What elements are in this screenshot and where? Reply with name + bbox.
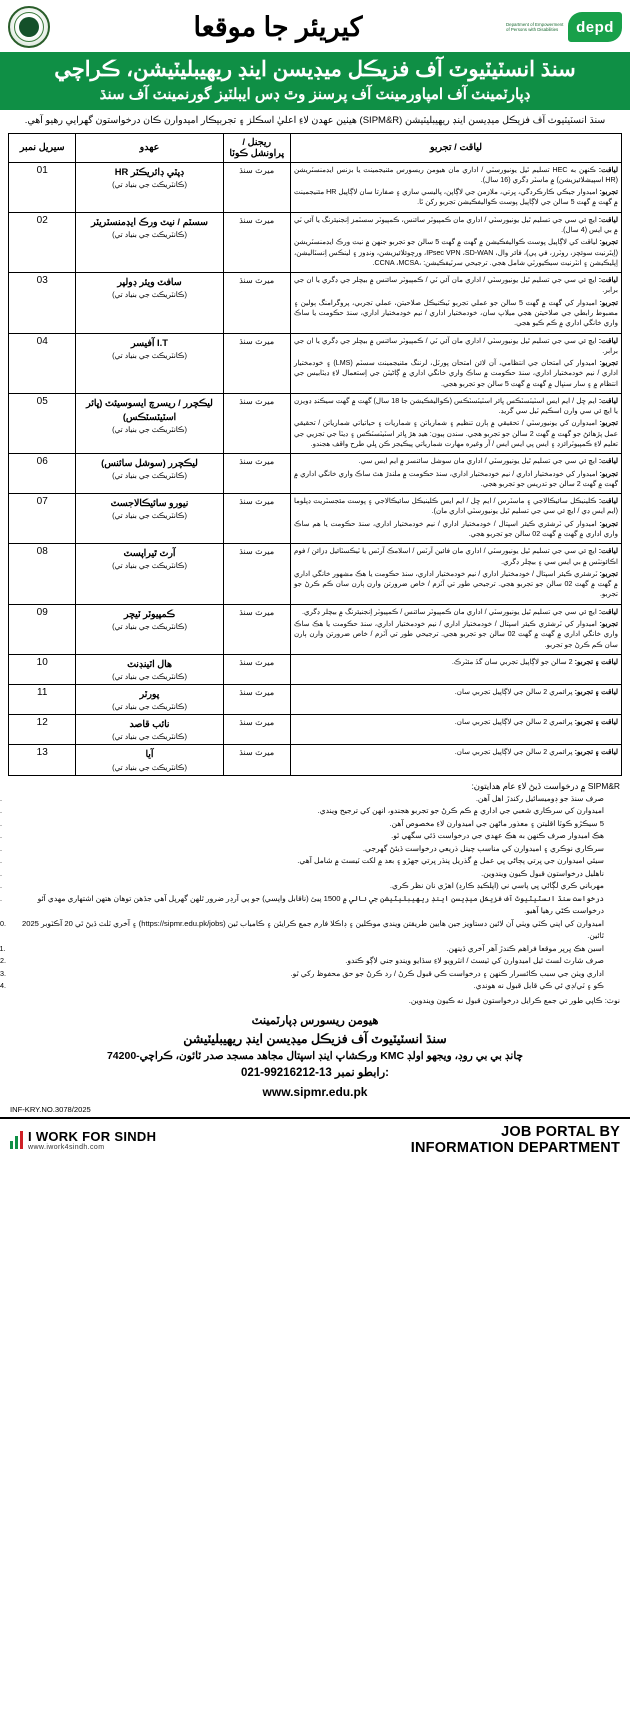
table-row xyxy=(9,494,622,544)
post-title: ڊپٽي ڊائريڪٽر HR xyxy=(114,165,185,177)
qualification-text: 2 سالن جو لاڳاپيل تجربي سان گڏ مئٽرڪ. xyxy=(451,657,573,666)
post-title: سسٽم / نيٽ ورڪ ايڊمنسٽريٽر xyxy=(91,215,208,227)
hr-department-label: هيومن ريسورس ڊپارٽمينٽ xyxy=(251,1014,379,1027)
experience-label: تجربو: xyxy=(599,188,618,197)
post-basis: (ڪانٽريڪٽ جي بنياد تي) xyxy=(112,671,187,681)
condition-item: اميدوارن کي سرڪاري شعبي جي اداري ۾ ڪم ڪرڻ جو تجربو هجندو، انهن کي ترجيح ويندي. xyxy=(317,806,604,816)
cell-post xyxy=(76,715,223,745)
cell-serial: 01 xyxy=(9,162,76,212)
experience-label: تجربو: xyxy=(599,569,618,578)
cell-serial: 06 xyxy=(9,454,76,494)
job-portal-line2: INFORMATION DEPARTMENT xyxy=(410,1139,620,1156)
cell-qualification xyxy=(290,333,621,393)
cell-serial: 04 xyxy=(9,333,76,393)
institute-name: سنڌ انسٽيٽيوٽ آف فزيڪل ميڊيسن اينڊ ريهيبليٽيشن، ڪراچي xyxy=(54,58,576,81)
cell-serial: 08 xyxy=(9,544,76,604)
cell-quota: ميرٽ سنڌ xyxy=(223,604,290,654)
reference-number: INF-KRY.NO.3078/2025 xyxy=(10,1104,91,1114)
qualification-text: ڪنهن به HEC تسليم ٿيل يونيورسٽي / اداري مان هيومن ريسورس مئنيجمينٽ يا بزنس ايڊمنسٽريشن (HR اسپيشلائيزيشن) ۾ ماسٽر ڊگري (16 سال). xyxy=(293,165,618,184)
cell-serial: 12 xyxy=(9,715,76,745)
qualification-text: پرائمري 2 سالن جي لاڳاپيل تجربي سان. xyxy=(454,718,573,727)
cell-qualification xyxy=(290,685,621,715)
cell-quota: ميرٽ سنڌ xyxy=(223,454,290,494)
experience-text: اميدوار کي امتحان جي انتظامي، آن لائن امتحان پورٽل، لرننگ مئنيجمينٽ سسٽم (LMS) ۽ خودمختيار اداري / نيم خودمختيار اداري، سنڌ حڪومت ۾ ساڪ واري خانگي اداري ۾ ڳاڻيٽن جي اِستعمال لاءِ ڊيٽابيس جي انتظام ۾ ۽ سار سنڀال ۾ گهٽ ۾ گهٽ 5 سالن جو تجربو هجي. xyxy=(293,359,618,388)
post-basis: (ڪانٽريڪٽ جي بنياد تي) xyxy=(112,762,187,772)
cell-serial: 02 xyxy=(9,212,76,272)
table-row xyxy=(9,333,622,393)
conditions-note: نوٽ: ڪاپي طور تي جمع ڪرايل درخواستون قبول نه ڪيون ويندوين. xyxy=(408,995,620,1005)
cell-quota: ميرٽ سنڌ xyxy=(223,685,290,715)
table-row xyxy=(9,685,622,715)
experience-text: اميدوارن کي يونيورسٽي / تحقيقي ۾ ٻارن تنظيم ۽ شمارياتن ۽ شماريات ۽ حياتياتي شمارياتن / تحقيقي عمل پڙهائڻ جو گهٽ ۾ گهٽ 2 سالن جو تجربو هجي. سندن ٻيون: هيڊ هڙ ڀائر اسٽيٽسٽڪس ۽ ڊيٽا جي تجزيي جي تعليم لاءِ ڪمپيوٽرائزڊ ۽ ايس پي ايس ايس / آر وغيره مهارت شمارياتي پيڪيجز ڪن ڀلي طرح واقف هجندو. xyxy=(293,419,618,449)
institute-footer-name: سنڌ انسٽيٽيوٽ آف فزيڪل ميڊيسن اينڊ ريهيبليٽيشن xyxy=(183,1032,447,1047)
cell-serial: 11 xyxy=(9,685,76,715)
cell-post xyxy=(76,454,223,494)
post-title: آيا xyxy=(145,748,154,760)
table-row xyxy=(9,212,622,272)
experience-label: تجربو: xyxy=(599,519,618,528)
government-seal-icon xyxy=(8,6,50,48)
bars-icon xyxy=(10,1131,23,1149)
column-header-qualification: لياقت / تجربو xyxy=(290,133,621,162)
cell-quota: ميرٽ سنڌ xyxy=(223,654,290,684)
cell-qualification xyxy=(290,212,621,272)
condition-item: درخواست سنڌ انسٽيٽيوٽ آف فزيڪل ميڊيسن اينڊ ريهيبليٽيشن جي نالي ۾ 1500 پيئ (ناقابل واپسي) جو پي آرڊر ضرور ٿلهن گهرپل آهي جڏهن توهان هتهن اشتهاري مهدي آئو درخواست ڪڻي رهيا آهيو. xyxy=(37,893,604,916)
cell-qualification xyxy=(290,162,621,212)
qualification-text: پرائمري 2 سالن جي لاڳاپيل تجربي سان. xyxy=(454,748,573,757)
cell-qualification xyxy=(290,745,621,775)
cell-post xyxy=(76,162,223,212)
experience-text: اميدوار کي ٽرشئري ڪيئر اسپتال / خودمختيار اداري / نيم خودمختيار اداري، سنڌ حڪومت يا هم ساڪ واري اداري ۾ گهٽ ۾ گهٽ 02 سالن جو تجربو هجي. xyxy=(293,519,618,538)
qualification-label: لياقت: xyxy=(598,547,618,556)
cell-quota: ميرٽ سنڌ xyxy=(223,162,290,212)
qualification-label: لياقت: xyxy=(598,215,618,224)
condition-item: ناھليل درخواستون قبول ڪيون ويندوين. xyxy=(481,868,604,878)
column-header-post: عهدو xyxy=(76,133,223,162)
table-row xyxy=(9,393,622,453)
post-title: آرٽ ٿيراپسٽ xyxy=(123,547,176,559)
header-bar xyxy=(0,0,630,50)
cell-quota: ميرٽ سنڌ xyxy=(223,715,290,745)
depd-logo-mark: depd xyxy=(568,12,622,42)
experience-text: ٽرشئري ڪيئر اسپتال / خودمختيار اداري / نيم خودمختيار اداري، سنڌ حڪومت يا هڪ مشهور خانگي اداري ۾ گهٽ ۾ گهٽ 02 سالن جو تجربو هجي. ترجيحي طور تي آٽزم / خاص ضرورتن وارن ٻارن سان ڪم ڪرڻ جو تجربو. xyxy=(293,569,618,599)
conditions-section xyxy=(0,776,630,1007)
qualification-text: ايڇ ئي سي جي تسليم ٿيل يونيورسٽي / اداري مان سوشل سائنسز ۾ ايم ايس سي. xyxy=(358,457,597,466)
post-title: پورٽر xyxy=(139,688,160,700)
conditions-list xyxy=(10,793,620,993)
qualification-text: ايڇ ئي سي جي تسليم ٿيل يونيورسٽي / اداري مان فائين آرٽس / اسلامڪ آرٽس يا ٽيڪسٽائيل ڊزائن / فوم اڪائونٽس ۾ بي ايس سي ۽ بيچلر ڊگري. xyxy=(293,547,618,566)
footer-address xyxy=(0,1007,630,1103)
page-title: کيريئر جا موقعا xyxy=(193,11,363,42)
depd-logo-text: Department of Empowerment of Persons with Disabilities xyxy=(506,21,564,32)
post-title: نيورو سائيڪالاجسٽ xyxy=(110,497,189,509)
cell-quota: ميرٽ سنڌ xyxy=(223,494,290,544)
table-row xyxy=(9,273,622,333)
experience-text: اميدوار کي ٽرشئري ڪيئر اسپتال / خودمختيار اداري / نيم خودمختيار اداري، سنڌ حڪومت يا هڪ ساڪ واري خانگي اداري ۾ گهٽ ۾ گهٽ 02 سالن جو تجربو هجي. ترجيحي طور تي آٽزم / خاص ضرورتن وارن ٻارن سان ڪم ڪرڻ جو تجربو. xyxy=(293,619,618,649)
post-basis: (ڪانٽريڪٽ جي بنياد تي) xyxy=(112,471,187,481)
contact-number xyxy=(10,1065,620,1082)
cell-quota: ميرٽ سنڌ xyxy=(223,544,290,604)
cell-post xyxy=(76,604,223,654)
postal-address: چانڊ بي بي روڊ، ويجهو اولڊ KMC ورڪشاپ اينڊ اسپتال مجاهد مسجد صدر ٽائون، ڪراچي-74200 xyxy=(106,1049,524,1062)
condition-item: اداري ويٺن جي سبب ڪائسرار ڪنهن ۽ درخواست ڪي قبول ڪرڻ / رد ڪرڻ جو حق محفوظ رکي ٿو. xyxy=(290,968,604,978)
qualification-label: لياقت: xyxy=(598,165,618,174)
post-basis: (ڪانٽريڪٽ جي بنياد تي) xyxy=(112,511,187,521)
cell-post xyxy=(76,544,223,604)
cell-quota: ميرٽ سنڌ xyxy=(223,393,290,453)
job-portal-credit xyxy=(411,1124,620,1156)
cell-qualification xyxy=(290,544,621,604)
table-row xyxy=(9,654,622,684)
cell-post xyxy=(76,273,223,333)
jobs-table xyxy=(8,133,622,776)
experience-label: تجربو: xyxy=(599,359,618,368)
post-title: سافٽ ويئر ڊولپر xyxy=(117,276,182,288)
experience-text: اميدوار جيڪي ڪارڪردگي، ڀرتي، ملازمن جي لاڳاپن، پاليسي سازي ۽ صفارتا سان لاڳاپيل HR مئنيجمينٽ ۾ گهٽ ۾ گهٽ 5 سالن جي لاڳاپيل پوسٽ ڪواليفڪيشن تجربو رکن ٿا. xyxy=(293,188,618,207)
qualification-text: ڪلينيڪل سائيڪالاجي ۽ ماسٽرس / ايم ڇل / ايم ايس ڪلينيڪل سائيڪالاجي ۽ پوسٽ مئجسٽريٽ ڊپلوما (ايم ايس ڊي / ايڇ ئي سي جي تسليم ٿيل يونيورسٽي اداري مان). xyxy=(293,497,618,516)
cell-post xyxy=(76,654,223,684)
cell-serial: 05 xyxy=(9,393,76,453)
table-row xyxy=(9,715,622,745)
cell-serial: 07 xyxy=(9,494,76,544)
cell-qualification xyxy=(290,654,621,684)
cell-serial: 13 xyxy=(9,745,76,775)
institute-banner xyxy=(0,52,630,110)
iwork-url[interactable]: www.iwork4sindh.com xyxy=(28,1143,105,1151)
qualification-label: لياقت ۽ تجربو: xyxy=(574,718,618,727)
cell-post xyxy=(76,333,223,393)
condition-item: 5 سيڪڙو ڪوٽا اقليتن ۽ معذور ماڻهن جي اميدوارن لاءِ مخصوص آهن. xyxy=(389,818,604,828)
condition-item: اميدوارن کي اپني ڪٽي ويٺي آن لائين دستاويز جين هايين طريقتن ويندي موڪلين ۽ ڊاڪلا فارم جمع ڪرايئن ۽ ڪامياب ٿين (https://sipmr.edu.pk/jobs) ۽ آخري ٽلٽ ڏيڻ ٿي 20 آڪٽوبر 2025 ٿائين. xyxy=(22,918,604,941)
cell-serial: 10 xyxy=(9,654,76,684)
cell-post xyxy=(76,212,223,272)
website-link[interactable]: www.sipmr.edu.pk xyxy=(262,1084,368,1099)
condition-item: مهرباني ڪري لڳائي ڀي پاسي ني (اپلڪيڊ ڪارڊ) اهڙي نان نظر ڪري. xyxy=(389,881,604,891)
experience-text: اميدوار کي گهٽ ۾ گهٽ 5 سالن جو عملي تجربو ٽيڪنيڪل صلاحيتن، عملي تجربي، پروگرامنگ ٻولين ۽ مضبوط رابطي جي صلاحيتن هجي ميلاپ سان، خودمختيار اداري / نيم خودمختيار اداري، سنڌ حڪومت يا ساڪ واري خانگي اداري ۾ ڪم ڪيو هجي. xyxy=(293,298,618,328)
condition-item: سيئي اميدوارن جي ڀرتي پڄاڻي ڀي عمل ۾ گذريل پنڌر ڀرتي جهڙو ۽ بعد ۾ لکت ٽيسٽ ۾ شامل آهي. xyxy=(297,856,604,866)
cell-qualification xyxy=(290,454,621,494)
advertisement-intro: سنڌ انسٽيٽيوٽ آف فزيڪل ميڊيسن اينڊ ريهيبليٽيشن (SIPM&R) هيٺين عهدن لاءِ اعليٰ اسڪلز ۽ تجربيڪار اميدوارن ڪان درخواستون گهرايي رهيو آهي. xyxy=(24,114,606,126)
cell-qualification xyxy=(290,273,621,333)
post-basis: (ڪانٽريڪٽ جي بنياد تي) xyxy=(112,732,187,742)
table-row xyxy=(9,162,622,212)
table-row xyxy=(9,454,622,494)
qualification-text: ايڇ ئي سي جي تسليم ٿيل يونيورسٽي / اداري مان آئي ٽي / ڪمپيوٽر سائنس ۾ بيچلر جي ڊگري يا ان جي برابر. xyxy=(293,336,618,355)
post-basis: (ڪانٽريڪٽ جي بنياد تي) xyxy=(112,179,187,189)
qualification-text: ايم ڇل / ايم ايس اسٽيٽسٽڪس ڀائر اسٽيٽسٽڪس (ڪواليفڪيشن جا 18 سال) گهٽ ۾ گهٽ سيڪنڊ ڊويزن يا ايڇ ئي سي وارن اسڪيم ٽيل سي گريڊ. xyxy=(293,396,618,416)
seal-inner-icon xyxy=(19,17,39,37)
post-title: ليڪچرر / ريسرچ ايسوسيئٽ (ڀائر اسٽيٽسٽڪس) xyxy=(86,396,213,423)
qualification-label: لياقت ۽ تجربو: xyxy=(574,657,618,666)
table-row xyxy=(9,544,622,604)
cell-serial: 09 xyxy=(9,604,76,654)
cell-qualification xyxy=(290,715,621,745)
condition-item: سرڪاري نوڪري ۽ اميدوارن کي مناسب چينل ذريعي درخواست ڏيئڻ گهرجي. xyxy=(362,843,604,853)
experience-label: تجربو: xyxy=(599,619,618,628)
cell-serial: 03 xyxy=(9,273,76,333)
qualification-label: لياقت: xyxy=(598,457,618,466)
cell-qualification xyxy=(290,604,621,654)
post-basis: (ڪانٽريڪٽ جي بنياد تي) xyxy=(112,425,187,435)
post-title: ڪمپيوٽر ٽيچر xyxy=(123,607,176,619)
experience-label: تجربو: xyxy=(599,419,618,428)
cell-post xyxy=(76,685,223,715)
condition-item: صرف سنڌ جو ڊوميسائيل رکندڙ اهل آهن. xyxy=(475,793,604,803)
cell-qualification xyxy=(290,494,621,544)
qualification-text: ايڇ ئي سي جي تسليم ٿيل يونيورسٽي / اداري مان آئي ٽي / ڪمپيوٽر سائنس ۾ بيچلر جي ڊگري يا ان جي برابر. xyxy=(293,276,618,295)
experience-text: اميدوار کي خودمختيار اداري / نيم خودمختيار اداري، سنڌ حڪومت ۾ ملندڙ هٿ ساڪ واري خانگي اداري ۾ گهٽ ۾ گهٽ 2 سالن جو تدريس جو تجربو هجي. xyxy=(293,469,618,488)
cell-qualification xyxy=(290,393,621,453)
qualification-label: لياقت ۽ تجربو: xyxy=(574,688,618,697)
iwork-title: I WORK FOR SINDH xyxy=(28,1128,157,1144)
experience-label: تجربو: xyxy=(599,298,618,307)
conditions-title: SIPM&R ۾ درخواست ڏيڻ لاءِ عام هدايتون: xyxy=(471,780,620,791)
qualification-label: لياقت: xyxy=(598,607,618,616)
experience-label: تجربو: xyxy=(599,238,619,247)
post-basis: (ڪانٽريڪٽ جي بنياد تي) xyxy=(112,621,187,631)
iwork-for-sindh-logo[interactable] xyxy=(10,1129,156,1151)
table-row xyxy=(9,604,622,654)
table-header-row xyxy=(9,133,622,162)
job-portal-line1: JOB PORTAL BY xyxy=(501,1123,620,1140)
qualification-label: لياقت: xyxy=(598,396,618,405)
column-header-quota: ريجنل / پراونشل ڪوٽا xyxy=(223,133,290,162)
qualification-label: لياقت: xyxy=(598,497,618,506)
post-basis: (ڪانٽريڪٽ جي بنياد تي) xyxy=(112,229,187,239)
cell-post xyxy=(76,494,223,544)
condition-item: هڪ اميدوار صرف ڪنهن به هڪ عهدي جي درخواست ڏئي سگهي ٿو. xyxy=(391,831,604,841)
cell-post xyxy=(76,745,223,775)
qualification-text: پرائمري 2 سالن جي لاڳاپيل تجربي سان. xyxy=(454,688,573,697)
department-name: ڊپارٽمينٽ آف امپاورمينٽ آف پرسنز وٿ ڊس ايبلٽيز گورنمينٽ آف سنڌ xyxy=(99,86,531,104)
table-row xyxy=(9,745,622,775)
cell-post xyxy=(76,393,223,453)
post-basis: (ڪانٽريڪٽ جي بنياد تي) xyxy=(112,702,187,712)
condition-item: ڪو ۽ ٽي/ڊي ئي ڪي قابل قبول نه هوندي. xyxy=(473,981,604,991)
cell-quota: ميرٽ سنڌ xyxy=(223,212,290,272)
depd-logo xyxy=(506,12,622,42)
cell-quota: ميرٽ سنڌ xyxy=(223,333,290,393)
condition-item: صرف شارٽ لسٽ ٿيل اميدوارن کي ٽيسٽ / انٽرويو لاءِ سڏايو ويندو جني لاڳو ڪندو. xyxy=(345,956,604,966)
post-title: I.T آفيسر xyxy=(130,336,168,348)
post-basis: (ڪانٽريڪٽ جي بنياد تي) xyxy=(112,561,187,571)
post-basis: (ڪانٽريڪٽ جي بنياد تي) xyxy=(112,290,187,300)
column-header-serial: سيريل نمبر xyxy=(9,133,76,162)
qualification-text: ايڇ ئي سي جي تسليم ٿيل يونيورسٽي / اداري مان ڪمپيوٽر سائنس، ڪمپيوٽر سسٽمز اِنجنيئرنگ يا آئي ٽي ۾ بي ايس (4 سال). xyxy=(293,215,618,234)
contact-number-value: 021-99216212-13 xyxy=(240,1066,332,1079)
cell-quota: ميرٽ سنڌ xyxy=(223,745,290,775)
cell-quota: ميرٽ سنڌ xyxy=(223,273,290,333)
post-title: هال اٽينڊنٽ xyxy=(127,657,172,669)
bottom-bar xyxy=(0,1117,630,1164)
qualification-text: ايڇ ئي سي جي تسليم ٿيل يونيورسٽي / اداري مان ڪمپيوٽر سائنس / ڪمپيوٽر اِنجنيئرنگ ۾ بيچلر ڊگري. xyxy=(302,607,597,616)
jobs-table-wrapper xyxy=(0,133,630,776)
post-basis: (ڪانٽريڪٽ جي بنياد تي) xyxy=(112,350,187,360)
experience-label: تجربو: xyxy=(599,469,618,478)
contact-number-label: رابطو نمبر: xyxy=(334,1066,390,1079)
qualification-label: لياقت ۽ تجربو: xyxy=(574,748,618,757)
experience-text: لياقت کي لاڳاپيل پوسٽ ڪواليفڪيشن ۾ گهٽ ۾ گهٽ 5 سالن جو تجربو جنهن ۾ نيٽ ورڪ ايڊمنسٽريشن (اِيٿرنيٽ سوئچز، روٽرز، في پي)، فائر وال، IPsec VPN ،SD-WAN، ورچوئلائيزيشن، ونڊوز ۽ لينڪس اِنسٽاليشن، اِپليڪيشن ۽ انٽرنيٽ سيڪيورٽي شامل هجي. ترجيحي سرٽيفڪيشن: ،CCNA ،MCSA. xyxy=(293,238,619,267)
qualification-label: لياقت: xyxy=(598,276,618,285)
post-title: نائب قاصد xyxy=(129,718,170,730)
condition-item: اسين هڪ ڀرپر موقعا فراهم ڪندڙ آهر آخري ڏينهن. xyxy=(446,943,604,953)
post-title: ليڪچرر (سوشل سائنس) xyxy=(101,457,198,469)
qualification-label: لياقت: xyxy=(598,336,618,345)
